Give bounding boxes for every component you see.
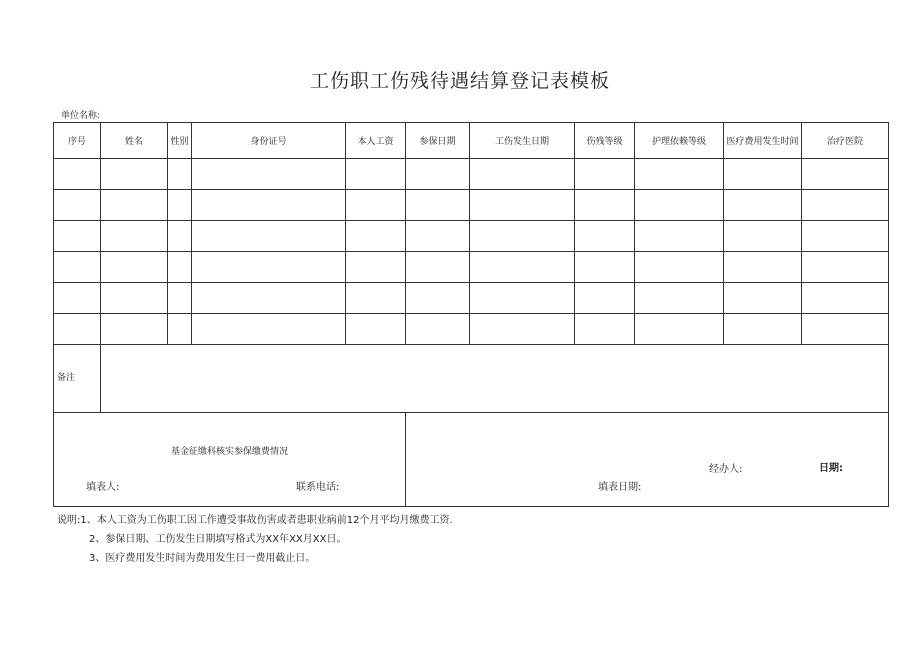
- header-index: 序号: [54, 123, 101, 159]
- remarks-field[interactable]: [101, 345, 889, 413]
- unit-name-label: 单位名称:: [61, 111, 101, 121]
- handler-label: 经办人:: [709, 464, 743, 475]
- note-line-1: 说明:1、本人工资为工伤职工因工作遭受事故伤害或者患职业病前12个月平均月缴费工资.: [57, 515, 453, 526]
- fill-date-label: 填表日期:: [598, 482, 642, 493]
- header-care-grade: 护理依赖等级: [635, 123, 724, 159]
- page-title: 工伤职工伤残待遇结算登记表模板: [309, 70, 610, 92]
- header-hospital: 治疗医院: [802, 123, 889, 159]
- header-medical-time: 医疗费用发生时间: [724, 123, 802, 159]
- table-row: [54, 252, 889, 283]
- table-row: [54, 314, 889, 345]
- header-injury-date: 工伤发生日期: [470, 123, 575, 159]
- header-insured-date: 参保日期: [406, 123, 470, 159]
- table-row: [54, 190, 889, 221]
- settlement-table: [53, 122, 889, 507]
- fund-row: [54, 413, 889, 507]
- table-row: [54, 283, 889, 314]
- header-id-number: 身份证号: [192, 123, 346, 159]
- filler-label: 填表人:: [86, 482, 120, 493]
- fund-check-field[interactable]: [406, 413, 889, 507]
- note-line-3: 3、医疗费用发生时间为费用发生日一费用截止日。: [89, 553, 316, 564]
- header-row: [54, 123, 889, 159]
- remarks-label: 备注: [54, 345, 101, 413]
- note-line-2: 2、参保日期、工伤发生日期填写格式为XX年XX月XX日。: [89, 534, 347, 545]
- table-row: [54, 221, 889, 252]
- fund-check-label: 基金征缴科核实参保缴费情况: [54, 413, 406, 507]
- header-salary: 本人工资: [346, 123, 406, 159]
- date-label: 日期:: [819, 463, 843, 474]
- header-disability-grade: 伤残等级: [575, 123, 635, 159]
- header-sex: 性别: [168, 123, 192, 159]
- phone-label: 联系电话:: [296, 482, 340, 493]
- remarks-row: [54, 345, 889, 413]
- header-name: 姓名: [101, 123, 168, 159]
- table-row: [54, 159, 889, 190]
